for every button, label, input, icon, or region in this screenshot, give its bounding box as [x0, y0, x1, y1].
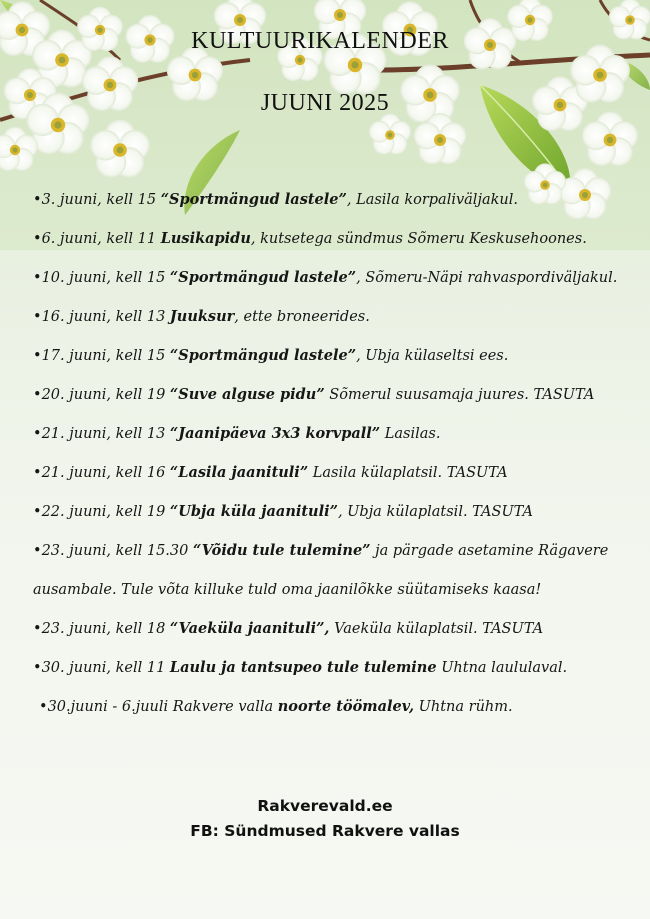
- event-item: [33, 492, 643, 531]
- event-text: 23. juuni, kell 15.30: [41, 543, 193, 559]
- event-bullet: •: [33, 504, 42, 520]
- event-details: , Sõmeru-Näpi rahvaspordiväljakul.: [356, 270, 618, 286]
- event-item: [33, 219, 643, 258]
- event-text: 17. juuni, kell 15: [41, 348, 170, 364]
- event-bullet: •: [33, 270, 42, 286]
- event-item: [33, 414, 643, 453]
- event-details: , Lasila korpaliväljakul.: [346, 192, 518, 208]
- event-title: “Ubja küla jaanituli”: [169, 503, 338, 520]
- event-title: noorte töömalev,: [277, 698, 415, 715]
- event-bullet: •: [33, 387, 42, 403]
- calendar-month: JUUNI 2025: [260, 90, 390, 116]
- event-bullet: •: [33, 231, 42, 247]
- event-details: Uhtna laululaval.: [436, 660, 568, 676]
- event-title: “Sportmängud lastele”: [169, 269, 357, 286]
- event-text: 3. juuni, kell 15: [41, 192, 161, 208]
- event-item: [33, 609, 643, 648]
- event-item: [33, 648, 643, 687]
- event-bullet: •: [33, 621, 42, 637]
- event-item: [33, 453, 643, 492]
- event-item: [33, 258, 643, 297]
- event-details: ja pärgade asetamine Rägavere: [370, 543, 609, 559]
- event-bullet: •: [33, 465, 42, 481]
- event-bullet: •: [33, 192, 42, 208]
- event-text: 21. juuni, kell 16: [41, 465, 170, 481]
- event-list: [33, 180, 643, 726]
- event-item: [33, 375, 643, 414]
- event-title: “Sportmängud lastele”: [160, 191, 347, 208]
- event-text: 20. juuni, kell 19: [41, 387, 170, 403]
- event-title: “Jaanipäeva 3x3 korvpall”: [169, 425, 381, 442]
- event-title: “Võidu tule tulemine”: [192, 542, 371, 559]
- website-link[interactable]: Rakverevald.ee: [257, 797, 393, 815]
- event-details: Lasila külaplatsil. TASUTA: [308, 465, 508, 481]
- event-item: [33, 180, 643, 219]
- event-details: Sõmerul suusamaja juures. TASUTA: [324, 387, 595, 403]
- event-bullet: •: [33, 348, 42, 364]
- event-item: [33, 336, 643, 375]
- event-item: [33, 687, 643, 726]
- event-details: , Ubja külaseltsi ees.: [356, 348, 509, 364]
- event-details: Vaeküla külaplatsil. TASUTA: [329, 621, 544, 637]
- event-item: [33, 297, 643, 336]
- facebook-page-text: FB: Sündmused Rakvere vallas: [190, 822, 460, 840]
- event-bullet: •: [39, 699, 48, 715]
- event-details: Lasilas.: [380, 426, 441, 442]
- event-title: Juuksur: [169, 308, 235, 325]
- event-title: Lusikapidu: [160, 230, 251, 247]
- event-text: 23. juuni, kell 18: [41, 621, 170, 637]
- event-bullet: •: [33, 426, 42, 442]
- event-text: 21. juuni, kell 13: [41, 426, 170, 442]
- event-text: 6. juuni, kell 11: [41, 231, 161, 247]
- event-details: , kutsetega sündmus Sõmeru Keskusehoones.: [250, 231, 587, 247]
- event-bullet: •: [33, 660, 42, 676]
- event-text: ausambale. Tule võta killuke tuld oma jaanilõkke süütamiseks kaasa!: [33, 582, 542, 598]
- event-text: 30. juuni, kell 11: [41, 660, 170, 676]
- event-details: , Ubja külaplatsil. TASUTA: [337, 504, 534, 520]
- event-title: “Suve alguse pidu”: [169, 386, 325, 403]
- event-text: 22. juuni, kell 19: [41, 504, 170, 520]
- event-text: 16. juuni, kell 13: [41, 309, 170, 325]
- event-item: [33, 570, 643, 609]
- event-title: “Lasila jaanituli”: [169, 464, 309, 481]
- event-item: [33, 531, 643, 570]
- event-title: “Vaeküla jaanituli”,: [169, 620, 330, 637]
- event-details: , ette broneerides.: [234, 309, 370, 325]
- event-text: 30.juuni - 6.juuli Rakvere valla: [47, 699, 278, 715]
- event-details: Uhtna rühm.: [414, 699, 513, 715]
- calendar-title: KULTUURIKALENDER: [191, 28, 449, 54]
- event-title: Laulu ja tantsupeo tule tulemine: [169, 659, 437, 676]
- event-text: 10. juuni, kell 15: [41, 270, 170, 286]
- event-bullet: •: [33, 309, 42, 325]
- event-title: “Sportmängud lastele”: [169, 347, 357, 364]
- event-bullet: •: [33, 543, 42, 559]
